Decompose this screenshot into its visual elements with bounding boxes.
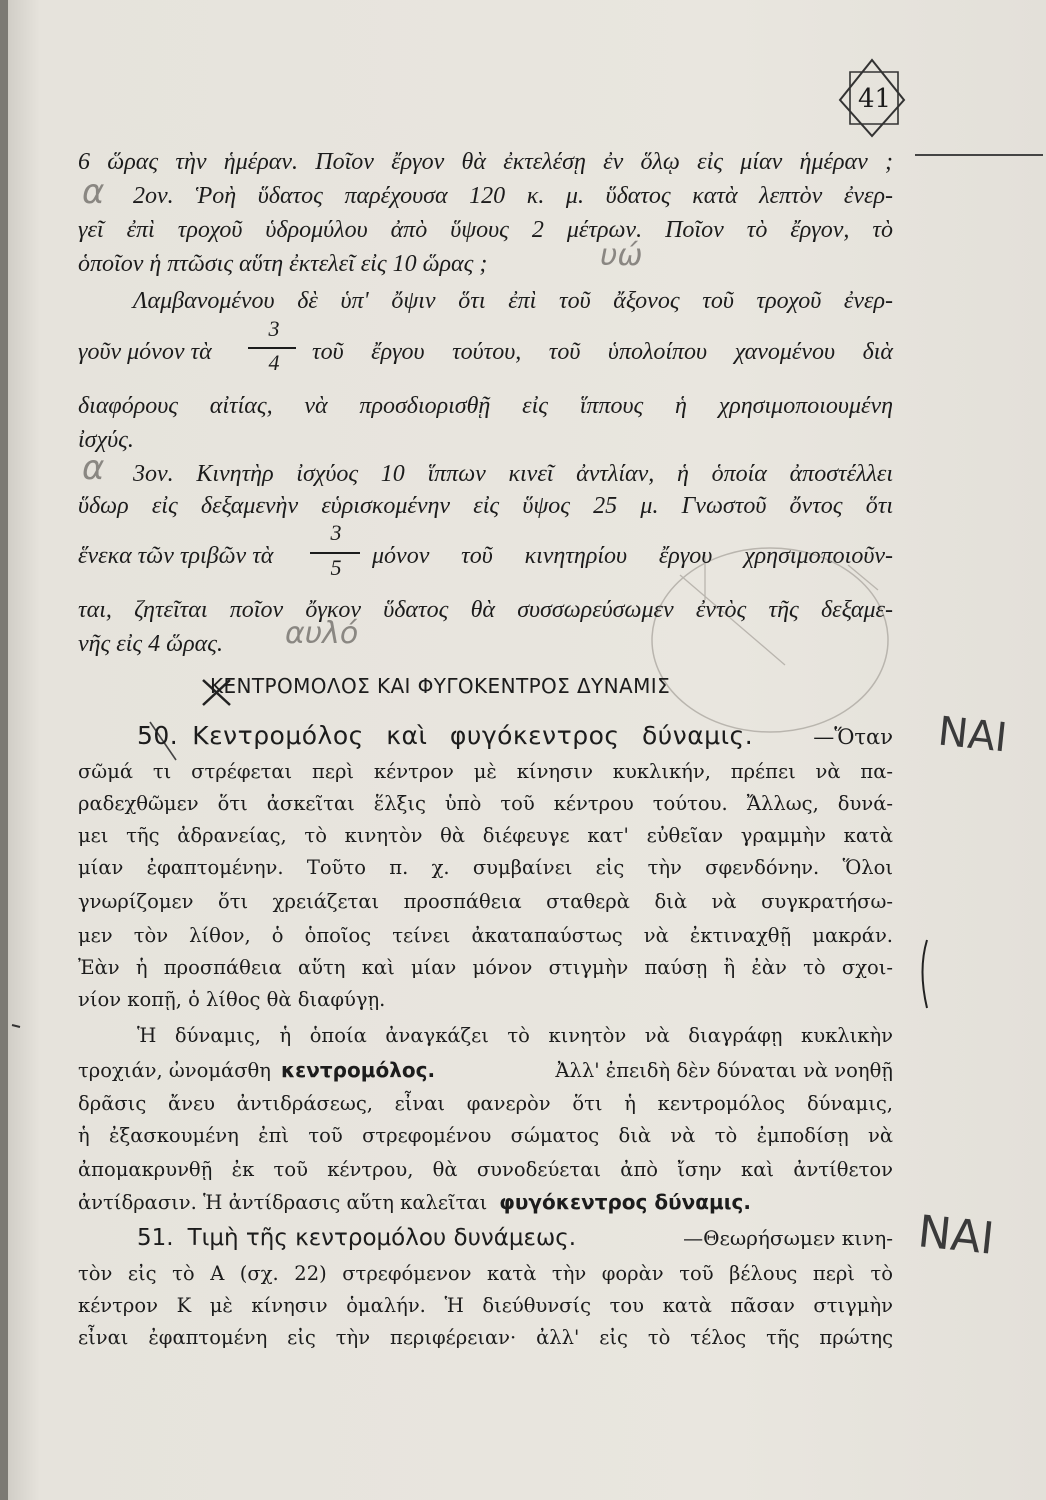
fraction-2-numerator: 3 [330,520,342,545]
para-2-line-6 [78,1186,893,1219]
margin-note-nai-1: ΝΑΙ [935,708,1010,762]
para-2-line-5: ἀπομακρυνθῇ ἐκ τοῦ κέντρου, θὰ συνοδεύεται ἀπὸ ἴσην καὶ ἀντίθετον [78,1158,893,1181]
fraction-1-numerator: 3 [268,316,280,341]
para-50-line-5: γνωρίζομεν ὅτι χρειάζεται προσπάθεια σταθερὰ διὰ νὰ συγκρατήσω- [78,890,893,913]
para-51-line-3: εἶναι ἐφαπτομένη εἰς τὴν περιφέρειαν· ἀλλ' εἰς τὸ τέλος τῆς πρώτης [78,1326,893,1349]
para-50-line-7: Ἐὰν ἡ προσπάθεια αὕτη καὶ μίαν μόνον στιγμὴν παύσῃ ἢ ἐὰν τὸ σχοι- [78,956,893,979]
text-line-8: ἰσχύς. [78,427,134,453]
para-2-line-1: Ἡ δύναμις, ἡ ὁποία ἀναγκάζει τὸ κινητὸν νὰ διαγράφῃ κυκλικὴν [137,1024,893,1047]
para-51-line-2: κέντρον Κ μὲ κίνησιν ὁμαλήν. Ἡ διεύθυνσίς του κατὰ πᾶσαν στιγμὴν [78,1294,893,1317]
para-2-line-4: ἡ ἐξασκουμένη ἐπὶ τοῦ στρεφομένου σώματος διὰ νὰ τὸ ἐμποδίσῃ νὰ [78,1124,893,1147]
pencil-note-1: υώ [600,238,643,273]
pencil-mark-alpha-1: α [82,172,105,212]
page-number: 41 [858,84,892,114]
section-heading: ΚΕΝΤΡΟΜΟΛΟΣ ΚΑΙ ΦΥΓΟΚΕΝΤΡΟΣ ΔΥΝΑΜΙΣ [210,674,671,698]
text-line-12: ται, ζητεῖται ποῖον ὄγκον ὕδατος θὰ συσσωρεύσωμεν ἐντὸς τῆς δεξαμε- [78,597,893,623]
fraction-1-denominator: 4 [268,350,280,375]
para-50-line-6: μεν τὸν λίθον, ὁ ὁποῖος τείνει ἀκαταπαύστως νὰ ἐκτιναχθῇ μακράν. [78,924,893,947]
text-line-7: διαφόρους αἰτίας, νὰ προσδιορισθῇ εἰς ἵππους ἡ χρησιμοποιουμένη [78,393,893,419]
text-line-6a: γοῦν μόνον τὰ [78,339,212,365]
text-line-11a: ἕνεκα τῶν τριβῶν τὰ [78,543,274,569]
text-line-5: Λαμβανομένου δὲ ὑπ' ὄψιν ὅτι ἐπὶ τοῦ ἄξονος τοῦ τροχοῦ ἐνερ- [133,288,893,314]
text-line-9: 3ον. Κινητὴρ ἰσχύος 10 ἵππων κινεῖ ἀντλίαν, ἡ ὁποία ἀποστέλλει [133,461,893,487]
para-2-line-2-a: τροχιάν, ὠνομάσθη [78,1059,271,1082]
term-centripetal: κεντρομόλος. [280,1058,436,1082]
fraction-2-bar [310,552,360,554]
para-2-line-2-c: Ἀλλ' ἐπειδὴ δὲν δύναται νὰ νοηθῇ [555,1059,893,1082]
text-line-10: ὕδωρ εἰς δεξαμενὴν εὑρισκομένην εἰς ὕψος 25 μ. Γνωστοῦ ὄντος ὅτι [78,493,893,519]
text-line-11b: μόνον τοῦ κινητηρίου ἔργου χρησιμοποιοῦν- [372,543,893,569]
para-2-line-3: δρᾶσις ἄνευ ἀντιδράσεως, εἶναι φανερὸν ὅτι ἡ κεντρομόλος δύναμις, [78,1092,893,1115]
para-2-line-2 [78,1054,893,1087]
section-50-title-rest: —Ὅταν [813,725,893,749]
section-50-title-line [137,720,893,753]
margin-note-nai-2: ΝΑΙ [915,1206,997,1265]
margin-rule [915,154,1043,156]
text-line-3: γεῖ ἐπὶ τροχοῦ ὑδρομύλου ἀπὸ ὕψους 2 μέτρων. Ποῖον τὸ ἔργον, τὸ [78,217,893,243]
section-50-title: Κεντρομόλος καὶ φυγόκεντρος δύναμις. [192,721,754,750]
fraction-2-denominator: 5 [330,555,342,580]
para-50-line-4: μίαν ἐφαπτομένην. Τοῦτο π. χ. συμβαίνει εἰς τὴν σφενδόνην. Ὅλοι [78,856,893,879]
pencil-note-2: αυλό [285,616,359,651]
term-centrifugal: φυγόκεντρος δύναμις. [499,1190,751,1214]
fraction-1-bar [248,347,296,349]
text-line-1: 6 ὥρας τὴν ἡμέραν. Ποῖον ἔργον θὰ ἐκτελέσῃ ἐν ὅλῳ εἰς μίαν ἡμέραν ; [78,149,893,175]
section-51-title: Τιμὴ τῆς κεντρομόλου δυνάμεως. [187,1225,577,1251]
para-51-line-1: τὸν εἰς τὸ Α (σχ. 22) στρεφόμενον κατὰ τὴν φορὰν τοῦ βέλους περὶ τὸ [78,1262,893,1285]
text-line-13: νῆς εἰς 4 ὥρας. [78,631,223,657]
section-50-number: 50. [137,721,179,750]
para-2-line-6-a: ἀντίδρασιν. Ἡ ἀντίδρασις αὕτη καλεῖται [78,1191,488,1214]
text-line-6b: τοῦ ἔργου τούτου, τοῦ ὑπολοίπου χανομένου διὰ [312,339,893,365]
section-51-title-rest: —Θεωρήσωμεν κινη- [683,1226,893,1250]
section-51-title-line [137,1222,893,1254]
para-50-line-3: μει τῆς ἀδρανείας, τὸ κινητὸν θὰ διέφευγε κατ' εὐθεῖαν γραμμὴν κατὰ [78,824,893,847]
pencil-mark-alpha-2: α [82,448,105,488]
para-50-line-2: ραδεχθῶμεν ὅτι ἀσκεῖται ἕλξις ὑπὸ τοῦ κέντρου τούτου. Ἄλλως, δυνά- [78,792,893,815]
text-line-4: ὁποῖον ἡ πτῶσις αὕτη ἐκτελεῖ εἰς 10 ὥρας ; [78,251,488,277]
section-51-number: 51. [137,1225,174,1251]
para-50-line-8: νίον κοπῇ, ὁ λίθος θὰ διαφύγῃ. [78,988,386,1011]
para-50-line-1: σῶμά τι στρέφεται περὶ κέντρον μὲ κίνησιν κυκλικήν, πρέπει νὰ πα- [78,760,893,783]
text-line-2: 2ον. Ῥοὴ ὕδατος παρέχουσα 120 κ. μ. ὕδατος κατὰ λεπτὸν ἐνερ- [133,183,893,209]
